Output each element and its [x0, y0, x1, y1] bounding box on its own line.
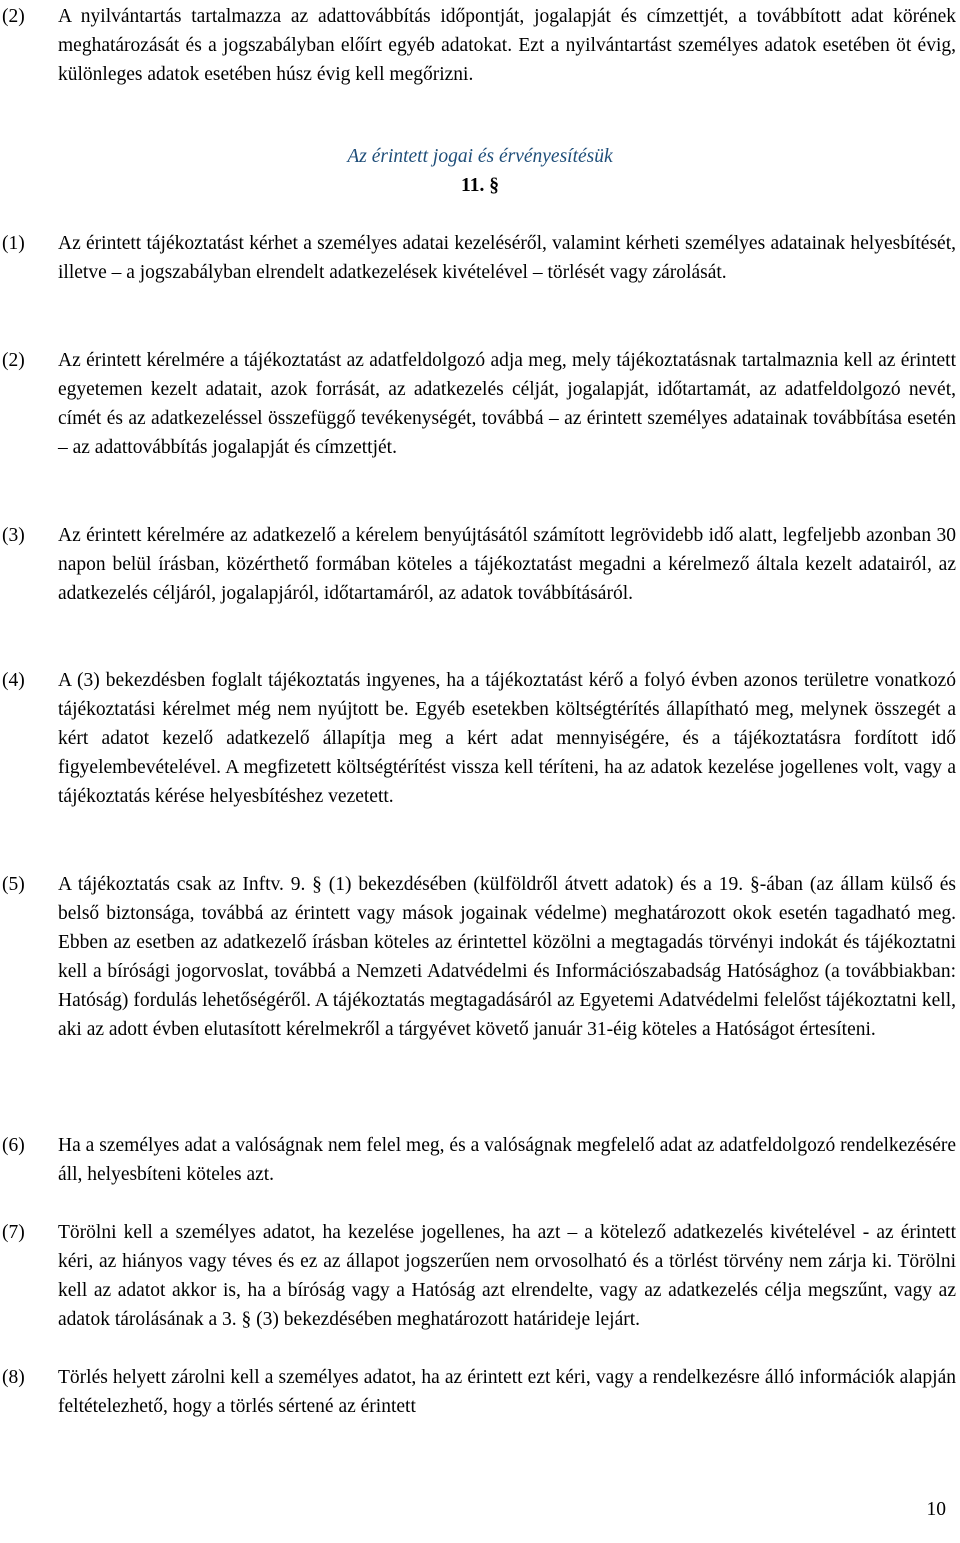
paragraph-text: Az érintett kérelmére az adatkezelő a kérelem benyújtásától számított legrövidebb idő alatt, legfeljebb azonban 30 napon belül írásban, közérthető formában köteles a tájékoztatást megadni a kérelmező általa kezelt adatairól, az adatkezelés céljáról, jogalapjáról, időtartamáról, az adatok továbbításáról.	[58, 525, 956, 604]
paragraph-number: (6)	[2, 1135, 25, 1156]
section-number: 11. §	[461, 175, 499, 196]
paragraph-text: Törölni kell a személyes adatot, ha kezelése jogellenes, ha azt – a kötelező adatkezelés kivételével - az érintett kéri, az hiányos vagy téves és ez az állapot jogszerűen nem orvosolható és a törlést törvény nem zárja ki. Törölni kell az adatot akkor is, ha a bíróság vagy a Hatóság azt elrendelte, vagy az adatkezelés célja megszűnt, vagy az adatok tárolásának a 3. § (3) bekezdésében meghatározott határideje lejárt.	[58, 1222, 956, 1330]
page-number: 10	[926, 1499, 946, 1520]
paragraph-text: Az érintett tájékoztatást kérhet a személyes adatai kezeléséről, valamint kérheti személyes adatainak helyesbítését, illetve – a jogszabályban elrendelt adatkezelések kivételével – törlését vagy zárolását.	[58, 233, 956, 283]
paragraph-5	[0, 870, 956, 1044]
paragraph-6	[0, 1131, 956, 1189]
paragraph-number: (8)	[2, 1367, 25, 1388]
paragraph-number: (2)	[2, 350, 25, 371]
paragraph-text: Törlés helyett zárolni kell a személyes adatot, ha az érintett ezt kéri, vagy a rendelkezésre álló információk alapján feltételezhető, hogy a törlés sértené az érintett	[58, 1367, 956, 1417]
paragraph-number: (3)	[2, 525, 25, 546]
paragraph-3	[0, 521, 956, 608]
paragraph-number: (1)	[2, 233, 25, 254]
section-title: Az érintett jogai és érvényesítésük	[347, 146, 613, 167]
paragraph-text: Ha a személyes adat a valóságnak nem felel meg, és a valóságnak megfelelő adat az adatfeldolgozó rendelkezésére áll, helyesbíteni köteles azt.	[58, 1135, 956, 1185]
paragraph-text: A tájékoztatás csak az Inftv. 9. § (1) bekezdésében (külföldről átvett adatok) és a 19. §-ában (az állam külső és belső biztonsága, továbbá az érintett vagy mások jogainak védelme) meghatározott okok esetén tagadható meg. Ebben az esetben az adatkezelő írásban köteles az érintettel közölni a megtagadás törvényi indokát és tájékoztatni kell a bírósági jogorvoslat, továbbá a Nemzeti Adatvédelmi és Információszabadság Hatósághoz (a továbbiakban: Hatóság) fordulás lehetőségéről. A tájékoztatás megtagadásáról az Egyetemi Adatvédelmi felelőst tájékoztatni kell, aki az adott évben elutasított kérelmekről a tárgyévet követő január 31-éig köteles a Hatóságot értesíteni.	[58, 874, 956, 1040]
paragraph-8	[0, 1363, 956, 1421]
paragraph-number: (2)	[2, 6, 25, 27]
paragraph-number: (7)	[2, 1222, 25, 1243]
paragraph-top-2	[0, 2, 956, 89]
paragraph-4	[0, 666, 956, 811]
paragraph-text: Az érintett kérelmére a tájékoztatást az adatfeldolgozó adja meg, mely tájékoztatásnak tartalmaznia kell az érintett egyetemen kezelt adatait, azok forrását, az adatkezelés célját, jogalapját, időtartamát, az adatfeldolgozó nevét, címét és az adatkezeléssel összefüggő tevékenységét, továbbá – az érintett személyes adatainak továbbítása esetén – az adattovábbítás jogalapját és címzettjét.	[58, 350, 956, 458]
paragraph-7	[0, 1218, 956, 1334]
paragraph-text: A nyilvántartás tartalmazza az adattovábbítás időpontját, jogalapját és címzettjét, a továbbított adat körének meghatározását és a jogszabályban előírt egyéb adatokat. Ezt a nyilvántartást személyes adatok esetében öt évig, különleges adatok esetében húsz évig kell megőrizni.	[58, 6, 956, 85]
paragraph-text: A (3) bekezdésben foglalt tájékoztatás ingyenes, ha a tájékoztatást kérő a folyó évben azonos területre vonatkozó tájékoztatási kérelmet még nem nyújtott be. Egyéb esetekben költségtérítés állapítható meg, melynek összegét a kért adatot kezelő adatkezelő állapítja meg a kért adat mennyiségére, és a tájékoztatásra fordított idő figyelembevételével. A megfizetett költségtérítést vissza kell téríteni, ha az adatok kezelése jogellenes volt, vagy a tájékoztatás kérése helyesbítéshez vezetett.	[58, 670, 956, 807]
paragraph-2	[0, 346, 956, 462]
paragraph-1	[0, 229, 956, 287]
paragraph-number: (4)	[2, 670, 25, 691]
paragraph-number: (5)	[2, 874, 25, 895]
